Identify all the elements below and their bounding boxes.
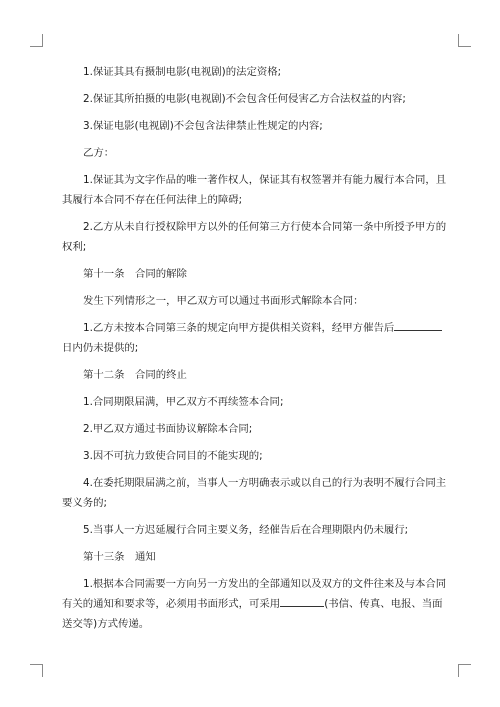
clause-item: 2.甲乙双方通过书面协议解除本合同; (83, 423, 253, 435)
clause-item: 3.保证电影(电视剧)不会包含法律禁止性规定的内容; (83, 120, 323, 132)
clause-item: 3.因不可抗力致使合同目的不能实现的; (83, 450, 263, 462)
party-heading: 乙方： (83, 147, 115, 159)
clause-text: (书信、传真、电报、当面送交等)方式传递。 (62, 598, 443, 630)
crop-mark-top-right (458, 34, 471, 47)
clause-item: 4.在委托期限届满之前，当事人一方明确表示或以自己的行为表明不履行合同主要义务的; (62, 477, 447, 509)
crop-mark-bottom-left (30, 664, 43, 677)
fill-in-blank[interactable] (394, 319, 442, 331)
clause-item: 5.当事人一方迟延履行合同主要义务，经催告后在合理期限内仍未履行; (83, 524, 409, 536)
clause-item: 1.保证其具有摄制电影(电视剧)的法定资格; (83, 66, 282, 78)
clause-text: 1.根据本合同需要一方向另一方发出的全部通知以及双方的文件往来及与本合同有关的通知和要求等，必须用书面形式，可采用 (62, 578, 447, 610)
clause-item: 2.保证其所拍摄的电影(电视剧)不会包含任何侵害乙方合法权益的内容; (83, 93, 406, 105)
crop-mark-bottom-right (458, 664, 471, 677)
clause-item: 1.保证其为文字作品的唯一著作权人，保证其有权签署并有能力履行本合同，且其履行本合同不存在任何法律上的障碍; (62, 174, 447, 206)
clause-intro: 发生下列情形之一，甲乙双方可以通过书面形式解除本合同： (83, 295, 364, 307)
article-heading: 第十三条 通知 (83, 551, 156, 563)
clause-item (62, 318, 447, 358)
article-heading: 第十二条 合同的终止 (83, 369, 187, 381)
clause-text: 1.乙方未按本合同第三条的规定向甲方提供相关资料，经甲方催告后 (83, 322, 395, 334)
crop-mark-top-left (30, 34, 43, 47)
fill-in-blank[interactable] (280, 595, 324, 607)
clause-item (62, 574, 447, 634)
clause-text: 日内仍未提供的; (62, 342, 139, 354)
clause-item: 1.合同期限届满，甲乙双方不再续签本合同; (83, 396, 284, 408)
document-body (62, 62, 447, 641)
article-heading: 第十一条 合同的解除 (83, 268, 187, 280)
clause-item: 2.乙方从未自行授权除甲方以外的任何第三方行使本合同第一条中所授予甲方的权利; (62, 221, 447, 253)
